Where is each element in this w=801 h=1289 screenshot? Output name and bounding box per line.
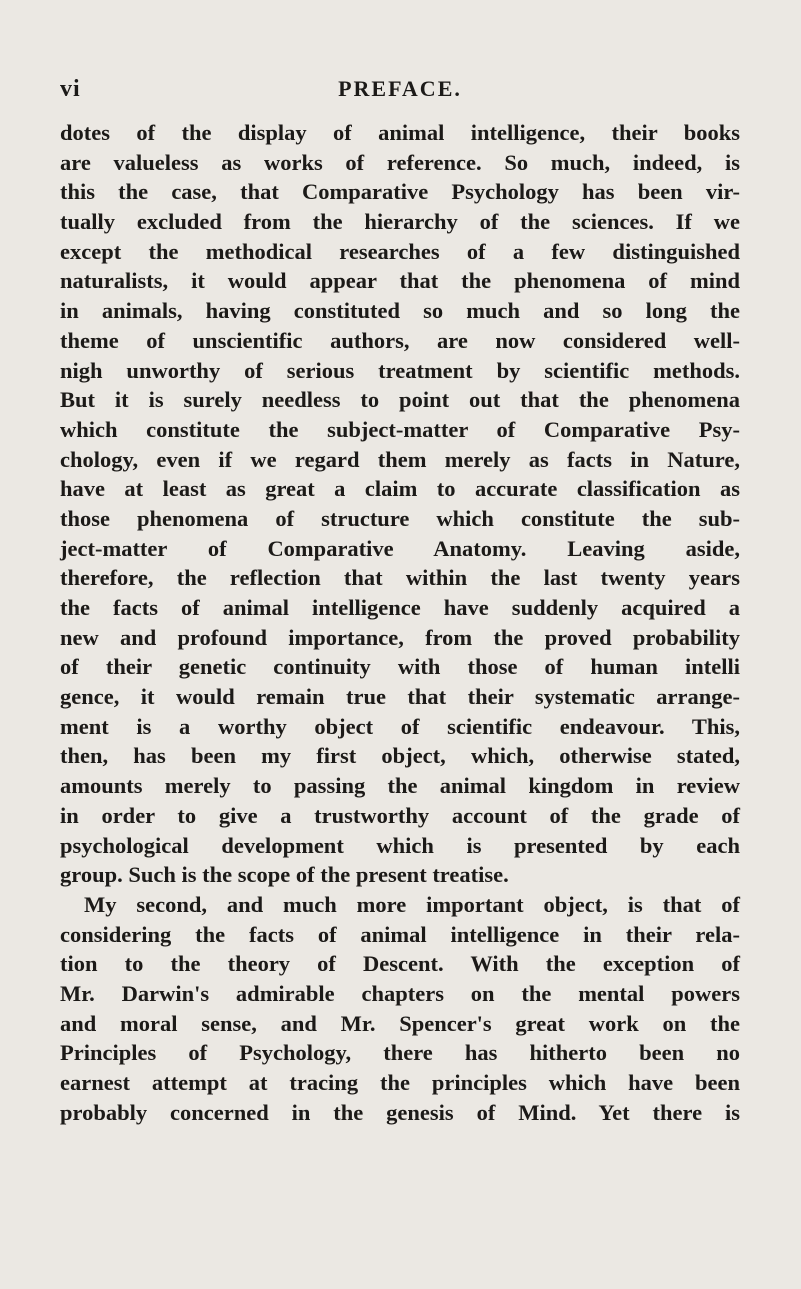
text-line: tion to the theory of Descent. With the exception of — [60, 951, 740, 977]
text-line: Mr. Darwin's admirable chapters on the mental powers — [60, 980, 740, 1006]
text-line: then, has been my first object, which, otherwise stated, — [60, 743, 740, 769]
text-line: nigh unworthy of serious treatment by scientific methods. — [60, 357, 740, 383]
text-line: probably concerned in the genesis of Mind. Yet there is — [60, 1099, 740, 1125]
text-line: ject-matter of Comparative Anatomy. Leaving aside, — [60, 535, 740, 561]
page-header — [60, 76, 740, 106]
text-line: My second, and much more important object, is that of — [84, 891, 740, 917]
text-line: therefore, the reflection that within the last twenty years — [60, 565, 740, 591]
text-line: except the methodical researches of a few distinguished — [60, 238, 740, 264]
text-line: the facts of animal intelligence have suddenly acquired a — [60, 595, 740, 620]
text-line: theme of unscientific authors, are now considered well- — [60, 327, 740, 353]
body-text — [60, 118, 740, 1127]
text-line: ment is a worthy object of scientific endeavour. This, — [60, 713, 740, 739]
text-line: earnest attempt at tracing the principles which have been — [60, 1070, 740, 1095]
text-line: gence, it would remain true that their systematic arrange- — [60, 684, 740, 710]
text-line: amounts merely to passing the animal kingdom in review — [60, 773, 740, 799]
page-number: vi — [60, 76, 81, 102]
text-line: Principles of Psychology, there has hitherto been no — [60, 1040, 740, 1066]
text-line: in order to give a trustworthy account of the grade of — [60, 802, 740, 828]
text-line: those phenomena of structure which constitute the sub- — [60, 505, 740, 531]
text-line: have at least as great a claim to accurate classification as — [60, 476, 740, 502]
text-line: chology, even if we regard them merely as facts in Nature, — [60, 446, 740, 472]
text-line: psychological development which is presented by each — [60, 832, 740, 858]
text-line: this the case, that Comparative Psychology has been vir- — [60, 179, 740, 205]
text-line: dotes of the display of animal intelligence, their books — [60, 120, 740, 145]
text-line: of their genetic continuity with those of human intelli — [60, 654, 740, 680]
text-line: group. Such is the scope of the present treatise. — [60, 862, 509, 888]
text-line: in animals, having constituted so much and so long the — [60, 298, 740, 324]
text-line: which constitute the subject-matter of Comparative Psy- — [60, 416, 740, 442]
text-line: But it is surely needless to point out that the phenomena — [60, 387, 740, 413]
text-line: naturalists, it would appear that the phenomena of mind — [60, 268, 740, 294]
text-line: tually excluded from the hierarchy of the sciences. If we — [60, 209, 740, 235]
text-line: considering the facts of animal intelligence in their rela- — [60, 921, 740, 947]
text-line: new and profound importance, from the proved probability — [60, 624, 740, 650]
text-line: are valueless as works of reference. So much, indeed, is — [60, 149, 740, 175]
running-head: PREFACE. — [338, 76, 462, 101]
text-line: and moral sense, and Mr. Spencer's great work on the — [60, 1010, 740, 1036]
